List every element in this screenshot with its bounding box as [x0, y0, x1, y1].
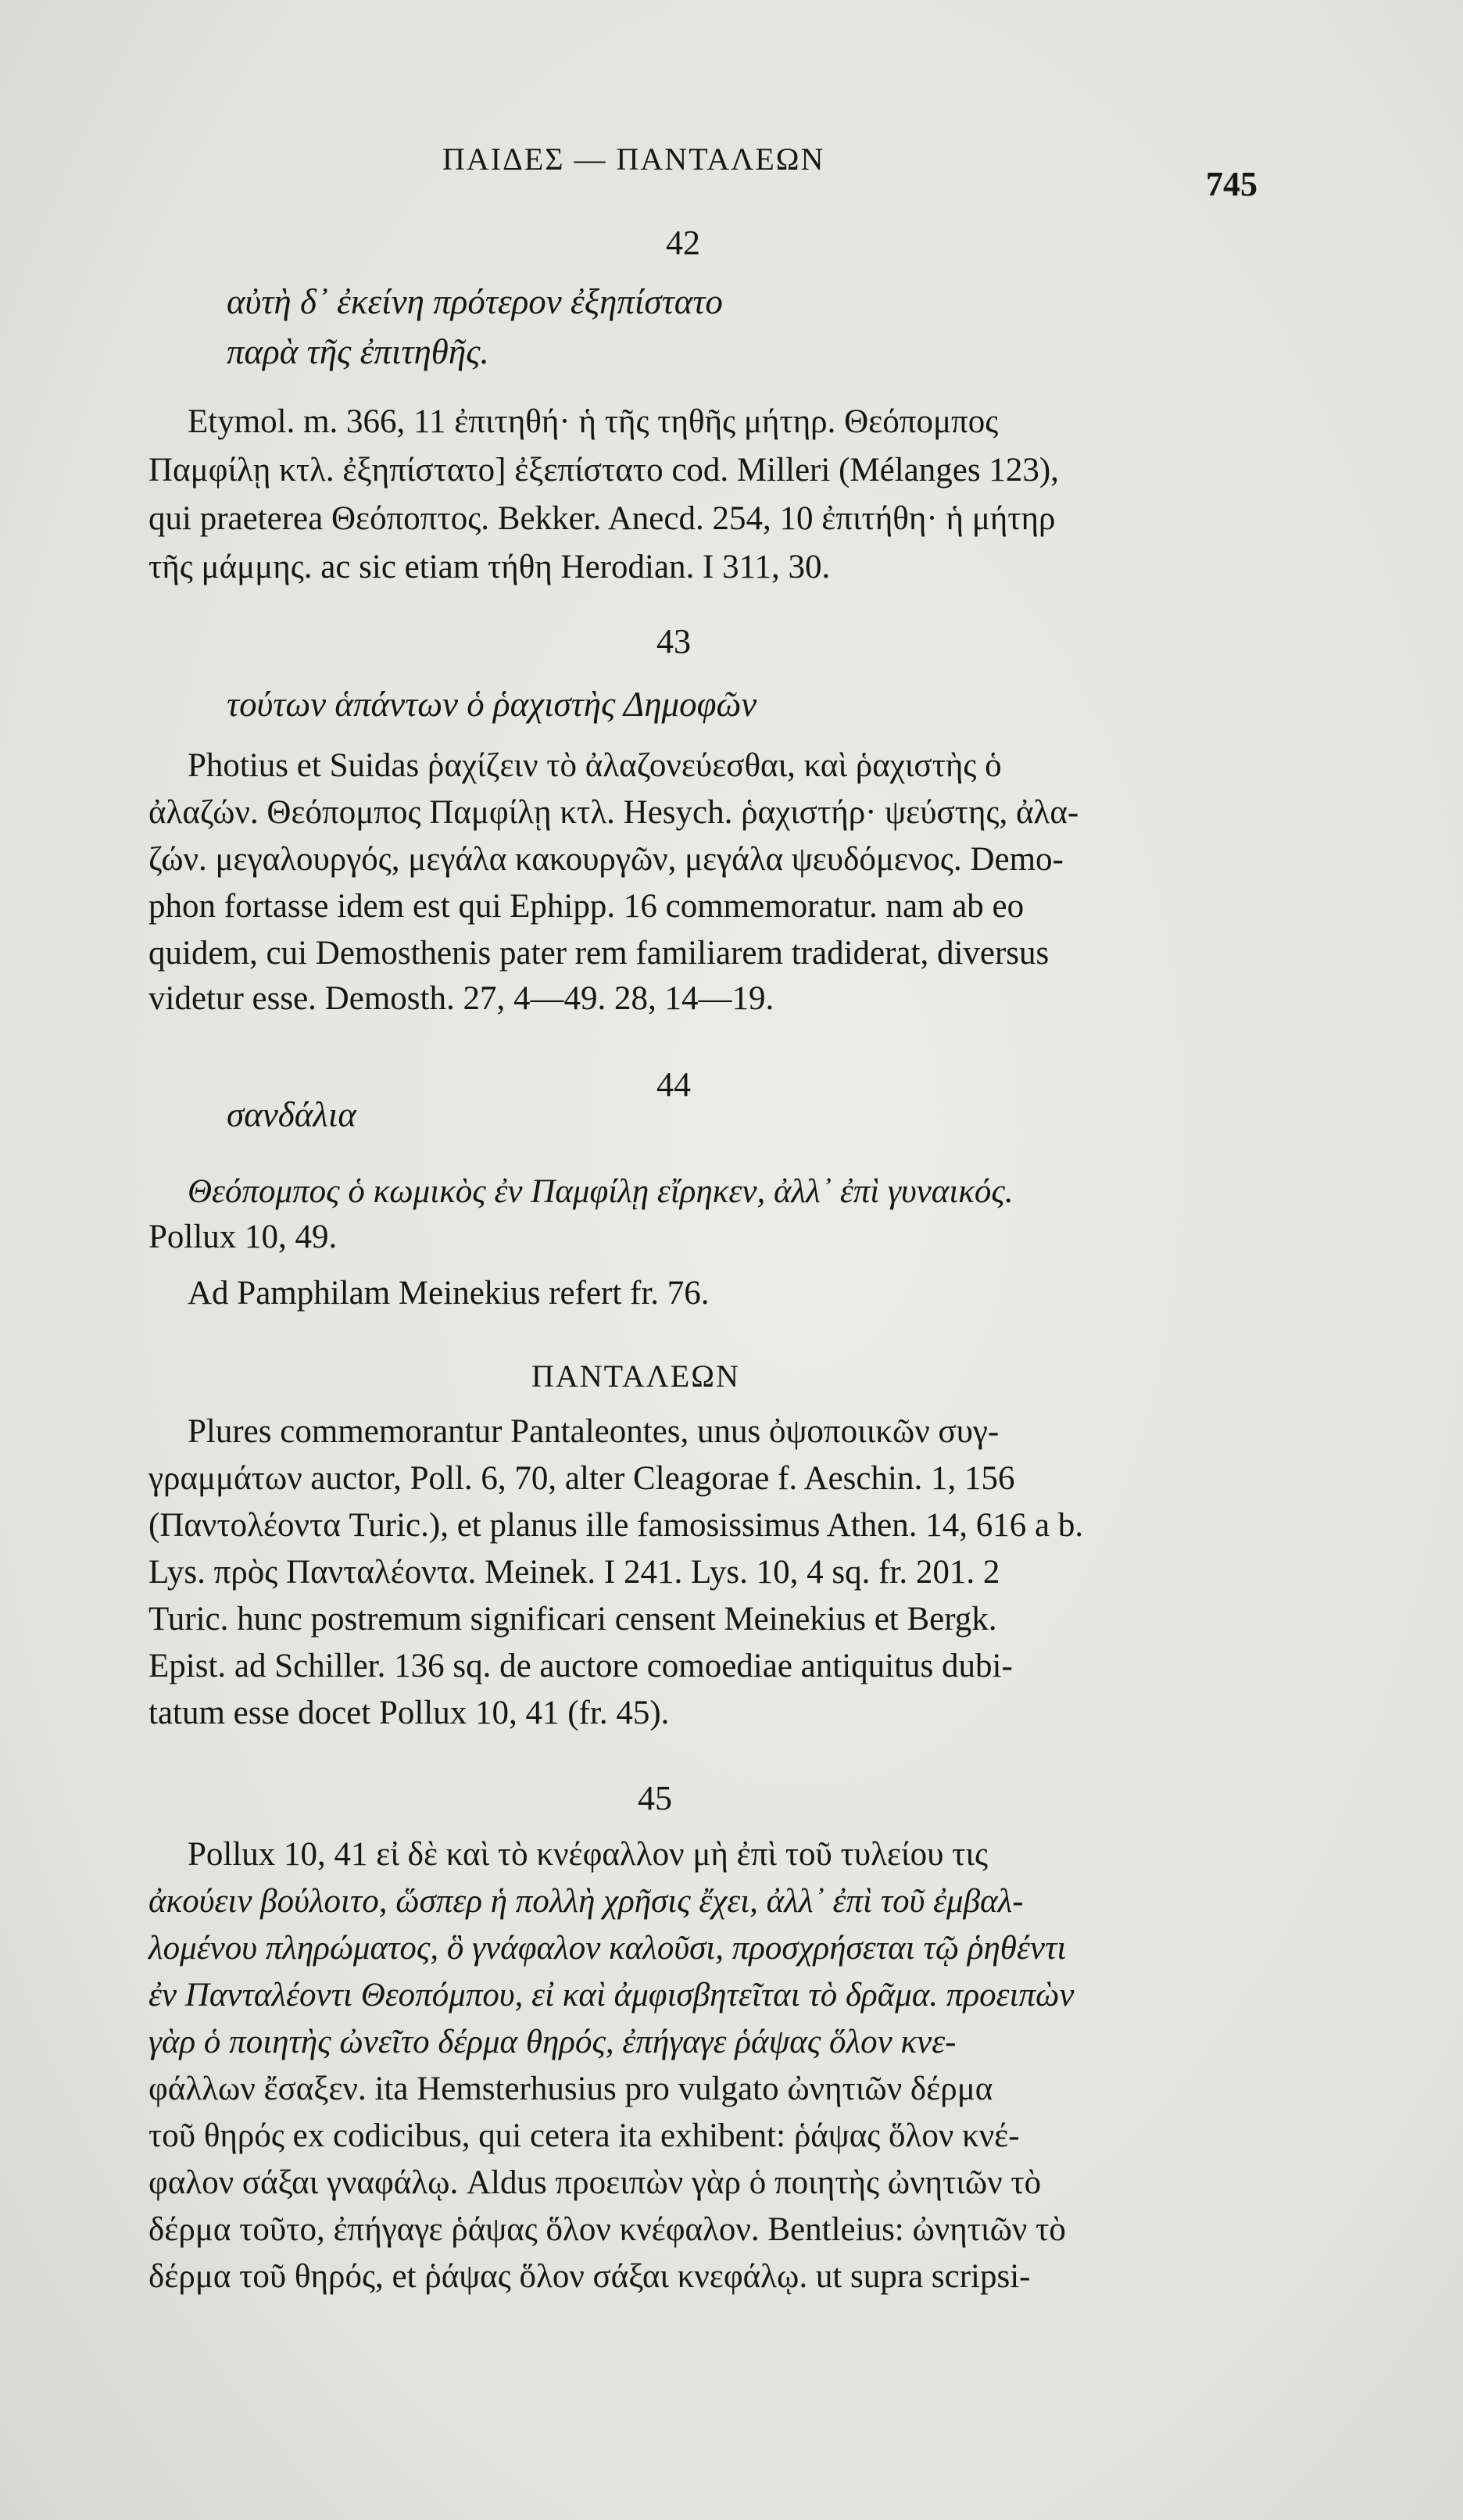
commentary-43-line-3: ζών. μεγαλουργός, μεγάλα κακουργῶν, μεγάλα ψευδόμενος. Demo- — [148, 841, 1064, 878]
section-number-43: 43 — [656, 622, 691, 660]
commentary-44-line-1: Θεόπομπος ὁ κωμικὸς ἐν Παμφίλῃ εἴρηκεν, ἀλλ᾽ ἐπὶ γυναικός. — [188, 1173, 1014, 1210]
commentary-45-line-6: φάλλων ἔσαξεν. ita Hemsterhusius pro vulgato ὠνητιῶν δέρμα — [148, 2071, 993, 2107]
pantaleon-line-6: Epist. ad Schiller. 136 sq. de auctore comoediae antiquitus dubi- — [148, 1648, 1013, 1684]
commentary-42-line-4: τῆς μάμμης. ac sic etiam τήθη Herodian. I 311, 30. — [148, 549, 831, 585]
section-number-42: 42 — [666, 224, 700, 262]
pantaleon-line-7: tatum esse docet Pollux 10, 41 (fr. 45). — [148, 1695, 670, 1731]
verse-42-line-2: παρὰ τῆς ἐπιτηθῆς. — [227, 332, 489, 371]
commentary-43-line-4: phon fortasse idem est qui Ephipp. 16 commemoratur. nam ab eo — [148, 888, 1025, 925]
commentary-43-line-2: ἀλαζών. Θεόπομπος Παμφίλῃ κτλ. Hesych. ῥαχιστήρ· ψεύστης, ἀλα- — [148, 794, 1079, 831]
commentary-44-line-2: Pollux 10, 49. — [148, 1219, 338, 1255]
commentary-43-line-5: quidem, cui Demosthenis pater rem familiarem tradiderat, diversus — [148, 935, 1050, 972]
commentary-42-line-3: qui praeterea Θεόποπτος. Bekker. Anecd. 254, 10 ἐπιτήθη· ἡ μήτηρ — [148, 500, 1056, 537]
commentary-45-line-3: λομένου πληρώματος, ὃ γνάφαλον καλοῦσι, προσχρήσεται τῷ ῥηθέντι — [148, 1930, 1067, 1967]
commentary-42-line-1: Etymol. m. 366, 11 ἐπιτηθή· ἡ τῆς τηθῆς μήτηρ. Θεόπομπος — [188, 403, 999, 440]
commentary-42-line-2: Παμφίλῃ κτλ. ἐξηπίστατο] ἐξεπίστατο cod. Milleri (Mélanges 123), — [148, 452, 1059, 489]
section-number-44: 44 — [656, 1065, 691, 1104]
pantaleon-line-5: Turic. hunc postremum significari censent Meinekius et Bergk. — [148, 1601, 997, 1638]
commentary-44-line-3: Ad Pamphilam Meinekius refert fr. 76. — [188, 1275, 710, 1312]
verse-44-line-1: σανδάλια — [227, 1095, 356, 1134]
commentary-45-line-5: γὰρ ὁ ποιητὴς ὠνεῖτο δέρμα θηρός, ἐπήγαγε ῥάψας ὅλον κνε- — [148, 2024, 957, 2060]
pantaleon-line-3: (Παντολέοντα Turic.), et planus ille famosissimus Athen. 14, 616 a b. — [148, 1507, 1084, 1544]
verse-42-line-1: αὐτὴ δ᾽ ἐκείνη πρότερον ἐξηπίστατο — [227, 282, 723, 321]
commentary-45-line-4: ἐν Πανταλέοντι Θεοπόμπου, εἰ καὶ ἀμφισβητεῖται τὸ δρᾶμα. προειπὼν — [148, 1977, 1075, 2013]
commentary-45-line-1: Pollux 10, 41 εἰ δὲ καὶ τὸ κνέφαλλον μὴ ἐπὶ τοῦ τυλείου τις — [188, 1836, 988, 1873]
pantaleon-line-4: Lys. πρὸς Πανταλέοντα. Meinek. I 241. Lys. 10, 4 sq. fr. 201. 2 — [148, 1554, 1000, 1591]
commentary-45-line-2: ἀκούειν βούλοιτο, ὥσπερ ἡ πολλὴ χρῆσις ἔχει, ἀλλ᾽ ἐπὶ τοῦ ἐμβαλ- — [148, 1883, 1024, 1920]
verse-43-line-1: τούτων ἁπάντων ὁ ῥαχιστὴς Δημοφῶν — [227, 685, 757, 724]
page-number: 745 — [1206, 165, 1257, 203]
pantaleon-line-2: γραμμάτων auctor, Poll. 6, 70, alter Cleagorae f. Aeschin. 1, 156 — [148, 1460, 1015, 1497]
running-head: ΠΑΙΔΕΣ — ΠΑΝΤΑΛΕΩΝ — [442, 141, 825, 177]
commentary-43-line-6: videtur esse. Demosth. 27, 4—49. 28, 14—19. — [148, 980, 774, 1017]
section-number-45: 45 — [638, 1779, 672, 1817]
pantaleon-line-1: Plures commemorantur Pantaleontes, unus ὀψοποιικῶν συγ- — [188, 1413, 1000, 1450]
commentary-45-line-9: δέρμα τοῦτο, ἐπήγαγε ῥάψας ὅλον κνέφαλον. Bentleius: ὠνητιῶν τὸ — [148, 2211, 1066, 2248]
section-heading-pantaleon: ΠΑΝΤΑΛΕΩΝ — [531, 1358, 740, 1394]
commentary-43-line-1: Photius et Suidas ῥαχίζειν τὸ ἀλαζονεύεσθαι, καὶ ῥαχιστὴς ὁ — [188, 747, 1002, 784]
commentary-45-line-10: δέρμα τοῦ θηρός, et ῥάψας ὅλον σάξαι κνεφάλῳ. ut supra scripsi- — [148, 2258, 1031, 2295]
commentary-45-line-8: φαλον σάξαι γναφάλῳ. Aldus προειπὼν γὰρ ὁ ποιητὴς ὠνητιῶν τὸ — [148, 2164, 1042, 2201]
commentary-45-line-7: τοῦ θηρός ex codicibus, qui cetera ita exhibent: ῥάψας ὅλον κνέ- — [148, 2117, 1020, 2154]
